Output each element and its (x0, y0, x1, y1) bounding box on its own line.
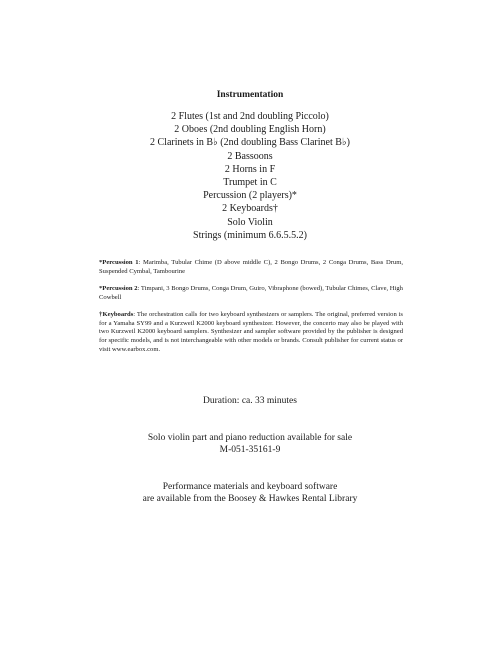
instrument-line: 2 Horns in F (224, 163, 276, 175)
instrument-line: Strings (minimum 6.6.5.5.2) (193, 229, 307, 241)
instrument-line: Percussion (2 players)* (203, 190, 297, 202)
performance-info (0, 481, 500, 505)
instrument-line: 2 Flutes (1st and 2nd doubling Piccolo) (171, 111, 329, 122)
catalog-number: M-051-35161-9 (219, 445, 281, 455)
note-label: *Percussion 1 (99, 259, 139, 266)
note-percussion-1 (99, 259, 403, 277)
note-label: *Percussion 2 (99, 284, 138, 292)
performance-line: Performance materials and keyboard software (162, 482, 338, 492)
instrument-line: 2 Bassoons (227, 150, 273, 162)
note-label: †Keyboards (99, 310, 134, 318)
instrument-line: 2 Keyboards† (222, 203, 278, 215)
availability-line: Solo violin part and piano reduction available for sale (147, 433, 353, 443)
availability-info (0, 432, 500, 456)
page-title: Instrumentation (216, 90, 284, 100)
instrument-line: 2 Oboes (2nd doubling English Horn) (174, 124, 326, 136)
instrument-line: 2 Clarinets in B♭ (2nd doubling Bass Clarinet B♭) (150, 137, 350, 149)
note-percussion-2 (99, 285, 403, 303)
duration-text: Duration: ca. 33 minutes (203, 396, 297, 406)
note-keyboards (99, 311, 403, 356)
rental-line: are available from the Boosey & Hawkes Rental Library (142, 494, 358, 504)
note-text: : Marimba, Tubular Chime (D above middle C), 2 Bongo Drums, 2 Conga Drums, Bass Drum, Suspended Cymbal, Tambourine (99, 259, 403, 275)
note-text: : Timpani, 3 Bongo Drums, Conga Drum, Guiro, Vibraphone (bowed), Tubular Chimes, Clave, High Cowbell (99, 284, 403, 301)
instrument-line: Solo Violin (227, 216, 273, 228)
instrument-list (0, 110, 500, 242)
footnotes (99, 259, 403, 363)
instrument-line: Trumpet in C (223, 177, 277, 189)
note-text: : The orchestration calls for two keyboard synthesizers or samplers. The original, preferred version is for a Yamaha SY99 and a Kurzweil K2000 keyboard synthesizer. However, the concerto may also be played with two Kurzweil K2000 keyboard samplers. Synthesizer and sampler software provided by the publisher is designed for specific models, and is not interchangeable with other models or brands. Consult publisher for current status or visit www.earbox.com. (99, 310, 403, 354)
